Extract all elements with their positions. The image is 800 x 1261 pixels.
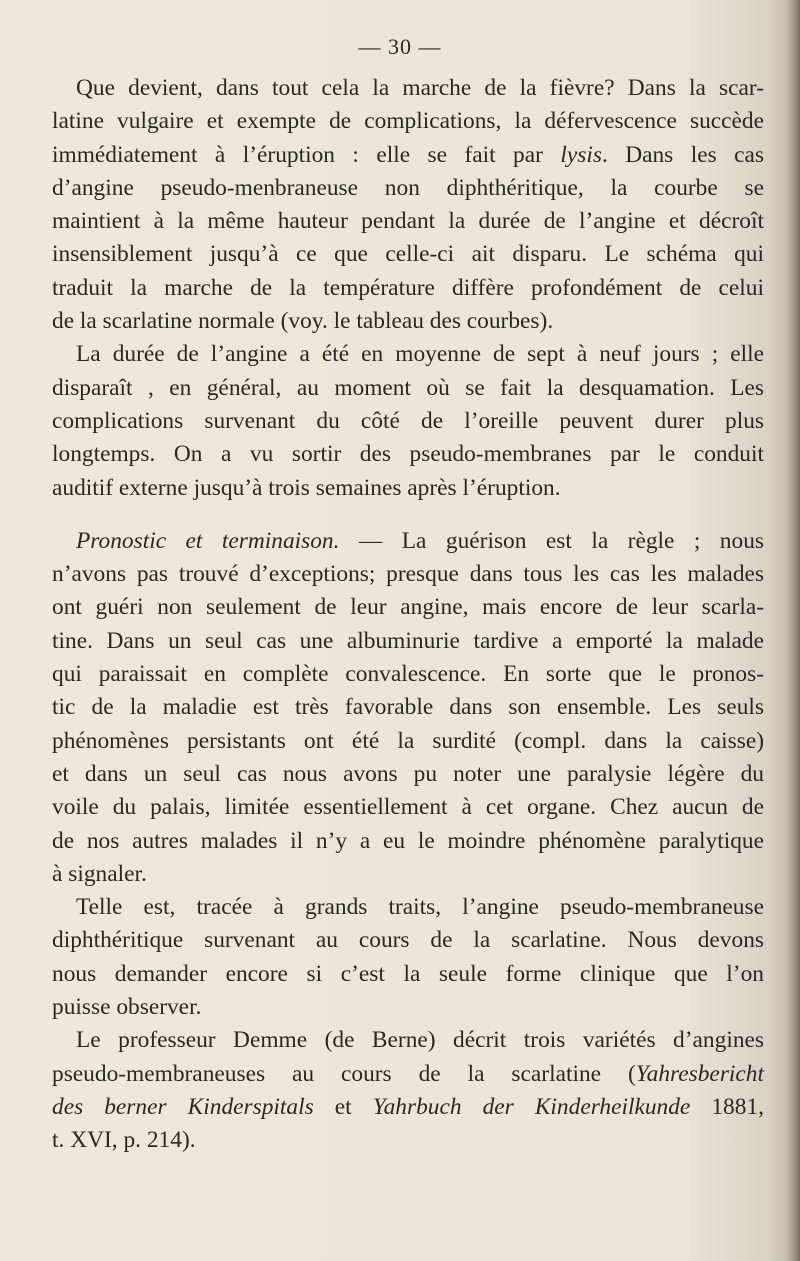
- text-line: qui paraissait en complète convalescence. En sorte que le pronos-: [52, 661, 764, 688]
- section-gap: [52, 505, 764, 525]
- text-line: latine vulgaire et exempte de complications, la défervescence succède: [52, 108, 764, 135]
- text-line: traduit la marche de la température diffère profondément de celui: [52, 274, 764, 301]
- text-line: d’angine pseudo-menbraneuse non diphthéritique, la courbe se: [52, 174, 764, 201]
- text-line: tic de la maladie est très favorable dans son ensemble. Les seuls: [52, 694, 764, 721]
- italic-citation: Yahrbuch der Kinderheilkunde: [372, 1093, 691, 1120]
- text-line: pseudo-membraneuses au cours de la scarlatine (Yahresbericht: [52, 1060, 764, 1087]
- text-line: t. XVI, p. 214).: [52, 1127, 196, 1154]
- text-line: diphthéritique survenant au cours de la scarlatine. Nous devons: [52, 927, 764, 954]
- text-line: disparaît , en général, au moment où se fait la desquamation. Les: [52, 374, 764, 401]
- text-line: voile du palais, limitée essentiellement à cet organe. Chez aucun de: [52, 794, 764, 821]
- text-line: longtemps. On a vu sortir des pseudo-membranes par le conduit: [52, 441, 764, 468]
- text-line: La durée de l’angine a été en moyenne de sept à neuf jours ; elle: [76, 341, 764, 368]
- text-line: nous demander encore si c’est la seule forme clinique que l’on: [52, 960, 764, 987]
- text-line: de la scarlatine normale (voy. le tableau des courbes).: [52, 308, 554, 335]
- text-line: et dans un seul cas nous avons pu noter une paralysie légère du: [52, 760, 764, 787]
- text-line: auditif externe jusqu’à trois semaines après l’éruption.: [52, 474, 561, 501]
- body-text: [52, 72, 764, 1158]
- page-edge-shadow: [786, 0, 800, 1261]
- text-line: Que devient, dans tout cela la marche de la fièvre? Dans la scar-: [76, 75, 764, 101]
- section-heading-line: Pronostic et terminaison. — La guérison est la règle ; nous: [76, 527, 764, 554]
- text-line: ont guéri non seulement de leur angine, mais encore de leur scarla-: [52, 594, 764, 621]
- text-line: immédiatement à l’éruption : elle se fait par lysis. Dans les cas: [52, 141, 764, 168]
- text-line: Telle est, tracée à grands traits, l’angine pseudo-membraneuse: [76, 894, 764, 921]
- section-heading: Pronostic et terminaison.: [76, 527, 340, 554]
- text-line: n’avons pas trouvé d’exceptions; presque dans tous les cas les malades: [52, 561, 764, 588]
- italic-citation: Yahresbericht: [635, 1060, 764, 1087]
- text-line: phénomènes persistants ont été la surdité (compl. dans la caisse): [52, 727, 764, 754]
- text-line: insensiblement jusqu’à ce que celle-ci ait disparu. Le schéma qui: [52, 241, 764, 268]
- page-number: — 30 —: [358, 34, 442, 59]
- text-line: de nos autres malades il n’y a eu le moindre phénomène paralytique: [52, 827, 764, 854]
- text-line: maintient à la même hauteur pendant la durée de l’angine et décroît: [52, 208, 764, 235]
- text-line: puisse observer.: [52, 994, 202, 1021]
- italic-term: lysis: [560, 141, 602, 168]
- text-line: complications survenant du côté de l’oreille peuvent durer plus: [52, 407, 764, 434]
- italic-citation: des berner Kinderspitals: [52, 1093, 314, 1120]
- text-line: à signaler.: [52, 860, 147, 887]
- text-line: tine. Dans un seul cas une albuminurie tardive a emporté la malade: [52, 627, 764, 654]
- text-line: des berner Kinderspitals et Yahrbuch der Kinderheilkunde 1881,: [52, 1093, 764, 1120]
- text-line: Le professeur Demme (de Berne) décrit trois variétés d’angines: [76, 1027, 764, 1054]
